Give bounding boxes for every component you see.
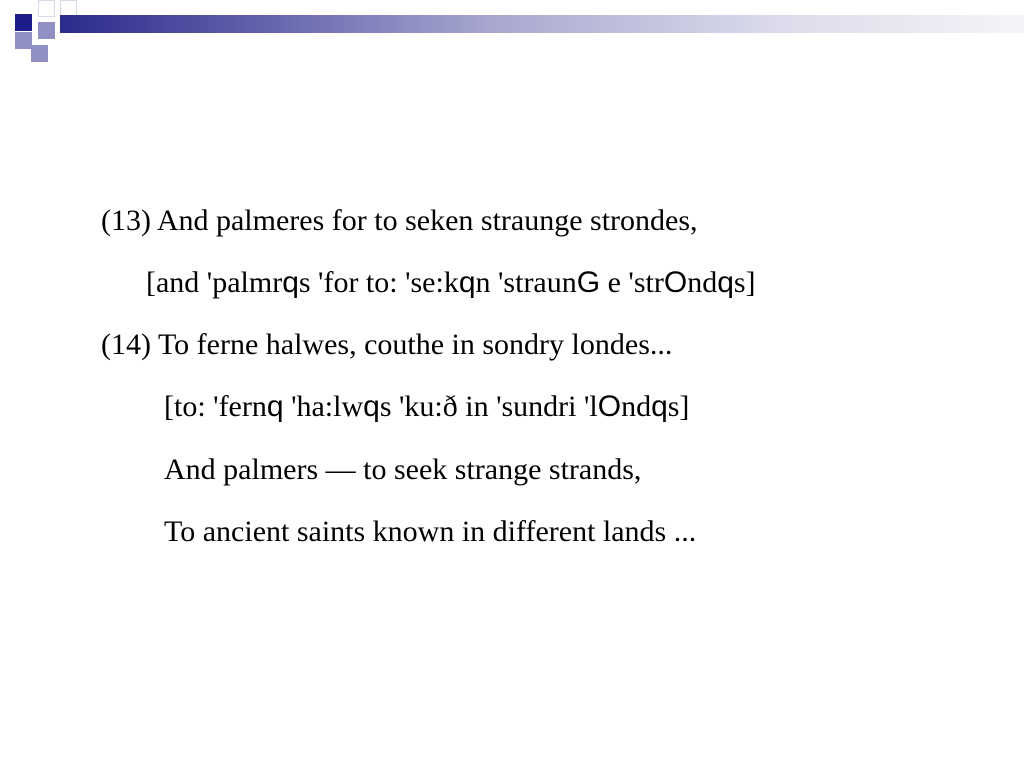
ipa-segment: s]: [667, 390, 690, 423]
ipa-segment: nd: [621, 390, 652, 423]
line-13-text: (13) And palmeres for to seken straunge strondes,: [101, 204, 698, 237]
translation-line-2: To ancient saints known in different lands ...: [164, 515, 697, 548]
line-13-ipa: [146, 266, 756, 300]
ipa-segment: [to: 'fern: [164, 390, 267, 423]
ipa-symbol: O: [663, 266, 688, 299]
ipa-segment: s 'for to: 'se:k: [298, 266, 459, 299]
ipa-symbol: q: [651, 390, 668, 423]
ipa-symbol: O: [597, 390, 622, 423]
ipa-symbol: q: [363, 390, 380, 423]
ipa-segment: [and 'palmr: [146, 266, 283, 299]
ipa-segment: nd: [687, 266, 718, 299]
ipa-symbol: q: [458, 266, 476, 299]
line-14-text: (14) To ferne halwes, couthe in sondry londes...: [101, 328, 673, 361]
ipa-segment: n 'straun: [475, 266, 577, 299]
ipa-segment: e 'str: [600, 266, 664, 299]
ipa-symbol: q: [266, 390, 284, 423]
ipa-symbol: q: [717, 266, 734, 299]
ipa-symbol: G: [576, 266, 601, 299]
translation-line-1: And palmers — to seek strange strands,: [164, 453, 642, 486]
line-14-ipa: [164, 390, 689, 424]
ipa-segment: s 'ku:ð in 'sundri 'l: [379, 390, 598, 423]
ipa-symbol: q: [282, 266, 299, 299]
ipa-segment: 'ha:lw: [283, 390, 364, 423]
ipa-segment: s]: [733, 266, 756, 299]
